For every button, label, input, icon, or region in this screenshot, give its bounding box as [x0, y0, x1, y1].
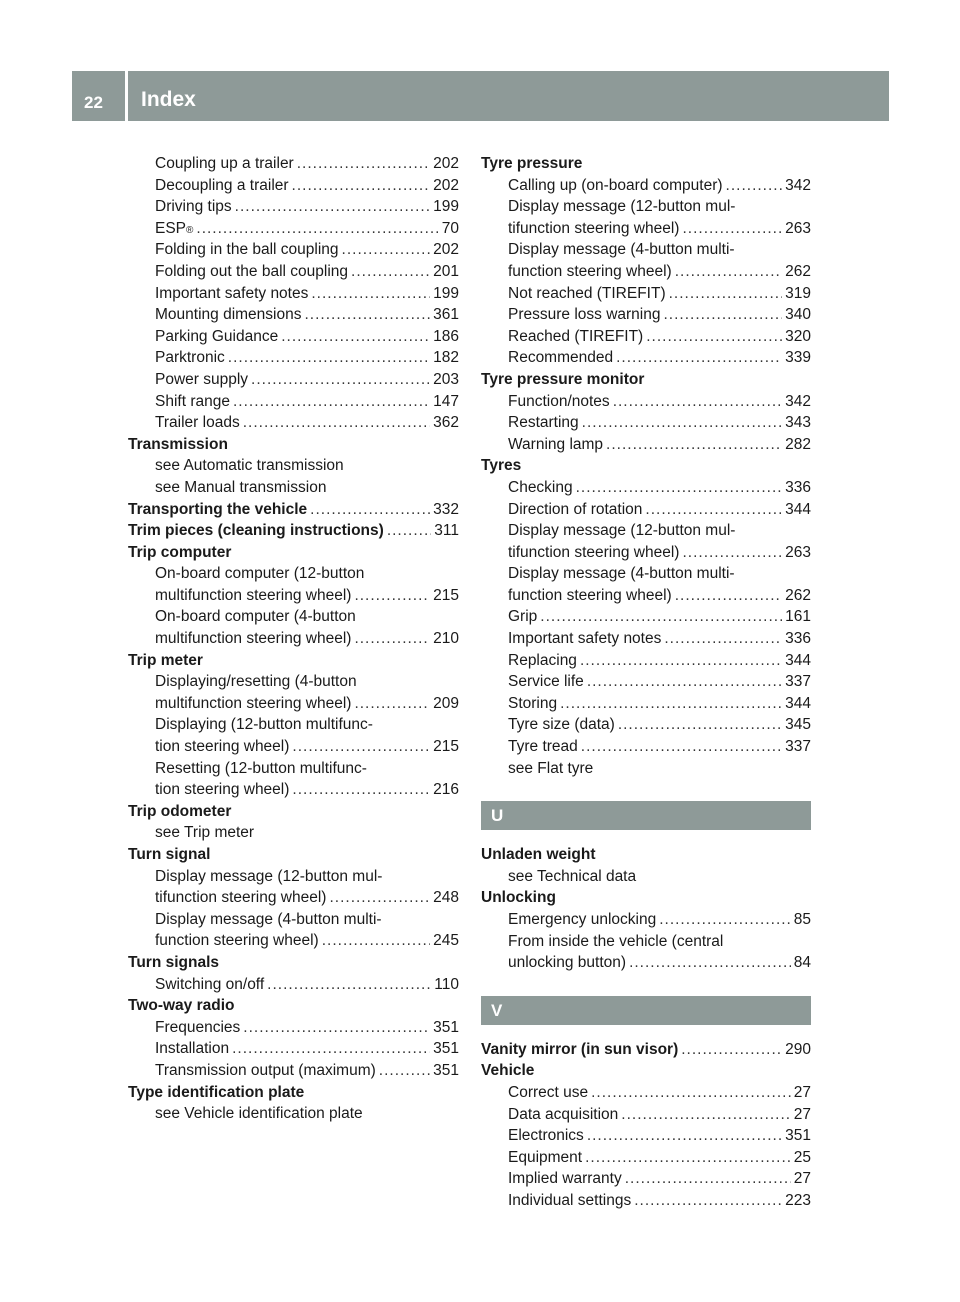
entry-text: Reached (TIREFIT) [508, 327, 644, 345]
dot-leader [196, 218, 438, 240]
page-ref: 209 [433, 694, 459, 712]
index-entry [128, 391, 459, 413]
dot-leader [304, 304, 430, 326]
page-ref: 319 [785, 284, 811, 302]
index-entry [481, 261, 811, 283]
entry-text: multifunction steering wheel) [155, 694, 352, 712]
dot-leader [664, 628, 782, 650]
dot-leader [582, 412, 782, 434]
entry-text: tifunction steering wheel) [508, 543, 680, 561]
entry-text: Frequencies [155, 1018, 241, 1036]
page-ref: 332 [433, 500, 459, 518]
entry-text: Data acquisition [508, 1105, 619, 1123]
page-ref: 202 [433, 176, 459, 194]
page-ref: 263 [785, 219, 811, 237]
dot-leader [354, 585, 430, 607]
index-heading: Type identification plate [128, 1083, 305, 1101]
index-heading: Trip meter [128, 651, 203, 669]
entry-text: Checking [508, 478, 573, 496]
page-ref: 337 [785, 738, 811, 756]
page-ref: 262 [785, 262, 811, 280]
page-ref: 362 [433, 414, 459, 432]
page-ref: 344 [785, 651, 811, 669]
index-entry [481, 542, 811, 564]
entry-text: Power supply [155, 370, 249, 388]
dot-leader [379, 1060, 430, 1082]
entry-text: Storing [508, 694, 558, 712]
index-entry [481, 175, 811, 197]
index-subentry-text: see Manual transmission [155, 478, 327, 496]
index-subentry-text: From inside the vehicle (central [508, 932, 724, 950]
entry-text: Grip [508, 608, 538, 626]
header-divider [125, 71, 128, 121]
entry-text: function steering wheel) [155, 932, 319, 950]
entry-text: Trim pieces (cleaning instructions) [128, 522, 384, 540]
page-ref: 215 [433, 738, 459, 756]
entry-text: Tyre size (data) [508, 716, 615, 734]
entry-text: Emergency unlocking [508, 911, 657, 928]
entry-text: Parktronic [155, 349, 225, 367]
page-ref: 262 [785, 586, 811, 604]
dot-leader [616, 347, 782, 369]
page-number: 22 [84, 93, 103, 112]
page-ref: 161 [785, 608, 811, 626]
page-ref: 337 [785, 673, 811, 691]
dot-leader [675, 261, 782, 283]
index-heading: Trip computer [128, 543, 232, 561]
dot-leader [587, 1125, 782, 1147]
dot-leader [576, 477, 783, 499]
dot-leader [560, 693, 782, 715]
entry-text: Mounting dimensions [155, 306, 302, 324]
entry-text: Shift range [155, 392, 230, 410]
page-ref: 210 [433, 630, 459, 648]
dot-leader [354, 628, 430, 650]
index-heading: Tyres [481, 457, 522, 475]
entry-text: Transporting the vehicle [128, 500, 308, 518]
dot-leader [606, 434, 782, 456]
index-entry [128, 326, 459, 348]
index-entry [128, 412, 459, 434]
index-entry [481, 391, 811, 413]
index-subentry-text: Displaying (12-button multifunc- [155, 716, 373, 734]
entry-text: Electronics [508, 1127, 584, 1145]
dot-leader [292, 175, 431, 197]
index-heading: Turn signal [128, 846, 211, 863]
entry-text: tion steering wheel) [155, 781, 290, 799]
entry-text: unlocking button) [508, 954, 627, 972]
index-entry [128, 261, 459, 283]
page-ref: 216 [433, 781, 459, 799]
index-entry [128, 1060, 459, 1082]
entry-text: Installation [155, 1040, 230, 1058]
entry-text: Pressure loss warning [508, 306, 661, 324]
index-subentry-text: On-board computer (12-button [155, 565, 365, 583]
entry-text: Implied warranty [508, 1170, 622, 1188]
page-ref: 70 [441, 219, 459, 237]
page-ref: 199 [433, 284, 459, 302]
dot-leader [585, 1147, 791, 1169]
page-ref: 202 [433, 155, 459, 172]
dot-leader [663, 304, 782, 326]
dot-leader [726, 175, 783, 197]
dot-leader [613, 391, 782, 413]
entry-text: Trailer loads [155, 414, 240, 432]
index-subentry-text: see Vehicle identification plate [155, 1105, 363, 1123]
index-entry [481, 1147, 811, 1169]
page-ref: 342 [785, 392, 811, 410]
page-ref: 290 [785, 1040, 811, 1058]
entry-text: ESP [155, 219, 187, 237]
dot-leader [228, 347, 430, 369]
page-ref: 282 [785, 435, 811, 453]
index-subentry-text: Display message (4-button multi- [508, 241, 735, 259]
index-column-left [128, 153, 459, 1125]
dot-leader [645, 499, 782, 521]
index-entry: ESP ® ..... 70 [128, 218, 459, 240]
index-entry [481, 1082, 811, 1104]
index-entry [481, 693, 811, 715]
dot-leader [322, 930, 430, 952]
index-entry [481, 585, 811, 607]
dot-leader [233, 391, 430, 413]
index-entry [128, 153, 459, 175]
index-entry [128, 736, 459, 758]
index-entry [481, 909, 811, 931]
page-ref: 344 [785, 694, 811, 712]
entry-text: Folding out the ball coupling [155, 262, 349, 280]
index-entry [481, 218, 811, 240]
index-entry [481, 434, 811, 456]
page-ref: 182 [433, 349, 459, 367]
index-entry [128, 239, 459, 261]
entry-text: function steering wheel) [508, 262, 672, 280]
page-ref: 361 [433, 306, 459, 324]
entry-text: Equipment [508, 1148, 583, 1166]
dot-leader [591, 1082, 791, 1104]
entry-text: Important safety notes [508, 630, 662, 648]
index-entry [481, 671, 811, 693]
index-subentry-text: Display message (12-button mul- [508, 198, 736, 216]
section-letter-bar: V [481, 996, 811, 1025]
index-entry [481, 1190, 811, 1212]
index-entry [128, 930, 459, 952]
page-ref: 245 [433, 932, 459, 950]
entry-text: function steering wheel) [508, 586, 672, 604]
dot-leader [251, 369, 430, 391]
dot-leader [267, 974, 431, 996]
dot-leader [351, 261, 430, 283]
entry-text: Service life [508, 673, 584, 691]
entry-text: Important safety notes [155, 284, 309, 302]
dot-leader [235, 196, 430, 218]
entry-text: Folding in the ball coupling [155, 241, 339, 259]
page-ref: 25 [793, 1148, 811, 1166]
page-ref: 351 [433, 1040, 459, 1058]
dot-leader [621, 1104, 790, 1126]
index-entry [481, 304, 811, 326]
entry-text: Not reached (TIREFIT) [508, 284, 666, 302]
page-ref: 339 [785, 349, 811, 367]
index-entry [481, 477, 811, 499]
entry-text: Warning lamp [508, 435, 604, 453]
entry-text: Replacing [508, 651, 577, 669]
index-subentry-text: see Flat tyre [508, 759, 594, 777]
index-entry [128, 693, 459, 715]
page-ref: 199 [433, 198, 459, 216]
entry-text: multifunction steering wheel) [155, 630, 352, 648]
entry-text: Switching on/off [155, 975, 265, 993]
page-ref: 336 [785, 478, 811, 496]
page-ref: 336 [785, 630, 811, 648]
index-entry [481, 326, 811, 348]
index-entry [128, 369, 459, 391]
index-entry [481, 736, 811, 758]
entry-text: Transmission output (maximum) [155, 1061, 376, 1079]
index-heading: Trip odometer [128, 802, 232, 820]
page-ref: 263 [785, 543, 811, 561]
dot-leader [292, 779, 430, 801]
page-ref: 202 [433, 241, 459, 259]
index-subentry-text: Display message (4-button multi- [155, 910, 382, 928]
index-subentry-text: Displaying/resetting (4-button [155, 673, 357, 691]
index-entry [128, 779, 459, 801]
page-ref: 340 [785, 306, 811, 324]
index-entry [481, 1168, 811, 1190]
index-subentry-text: Display message (12-button mul- [508, 522, 736, 540]
index-entry [481, 952, 811, 974]
index-entry [128, 347, 459, 369]
dot-leader [659, 909, 791, 931]
page-ref: 84 [793, 954, 811, 972]
index-subentry-text: Display message (12-button mul- [155, 867, 383, 885]
dot-leader [625, 1168, 791, 1190]
dot-leader [587, 671, 782, 693]
dot-leader [675, 585, 782, 607]
page-ref: 203 [433, 370, 459, 388]
index-entry [481, 283, 811, 305]
dot-leader [634, 1190, 782, 1212]
index-entry [481, 650, 811, 672]
entry-text: multifunction steering wheel) [155, 586, 352, 604]
entry-text: Vanity mirror (in sun visor) [481, 1040, 679, 1058]
index-entry [128, 1017, 459, 1039]
page-ref: 343 [785, 414, 811, 432]
page-ref: 342 [785, 176, 811, 194]
index-subentry-text: Display message (4-button multi- [508, 565, 735, 583]
entry-text: tifunction steering wheel) [508, 219, 680, 237]
page-ref: 27 [793, 1170, 811, 1188]
dot-leader [669, 283, 783, 305]
entry-text: Parking Guidance [155, 327, 279, 345]
dot-leader [342, 239, 431, 261]
index-heading: Two-way radio [128, 997, 235, 1015]
page-ref: 351 [785, 1127, 811, 1145]
page-title: Index [141, 88, 196, 111]
index-heading: Tyre pressure monitor [481, 370, 645, 388]
index-subentry-text: see Trip meter [155, 824, 255, 842]
page-ref: 351 [433, 1061, 459, 1079]
page-ref: 320 [785, 327, 811, 345]
dot-leader [297, 153, 430, 175]
index-entry [128, 887, 459, 909]
dot-leader [281, 326, 430, 348]
index-entry [128, 628, 459, 650]
index-subentry-text: see Automatic transmission [155, 457, 344, 475]
page-ref: 147 [433, 392, 459, 410]
entry-text: Decoupling a trailer [155, 176, 289, 194]
dot-leader [580, 650, 782, 672]
index-entry [481, 714, 811, 736]
index-entry [481, 1104, 811, 1126]
index-entry [481, 499, 811, 521]
page-ref: 344 [785, 500, 811, 518]
entry-text: tion steering wheel) [155, 738, 290, 756]
dot-leader [681, 1039, 782, 1061]
index-heading: Turn signals [128, 953, 220, 971]
section-letter-bar: U [481, 801, 811, 830]
dot-leader [682, 542, 782, 564]
index-entry [128, 175, 459, 197]
page-ref: 27 [793, 1083, 811, 1101]
page-ref: 85 [793, 911, 811, 928]
index-heading-entry [128, 499, 459, 521]
index-subentry-text: see Technical data [508, 867, 637, 885]
dot-leader [629, 952, 791, 974]
page-ref: 311 [434, 522, 459, 540]
index-heading-entry [128, 520, 459, 542]
index-heading: Vehicle [481, 1062, 535, 1080]
dot-leader [310, 499, 430, 521]
dot-leader [618, 714, 782, 736]
entry-text: Restarting [508, 414, 579, 432]
dot-leader [354, 693, 430, 715]
index-heading-entry [481, 1039, 811, 1061]
page-ref: 215 [433, 586, 459, 604]
index-subentry-text: Resetting (12-button multifunc- [155, 759, 367, 777]
page-ref: 186 [433, 327, 459, 345]
index-entry [128, 585, 459, 607]
page-ref: 248 [433, 889, 459, 907]
index-entry [481, 1125, 811, 1147]
entry-text: Driving tips [155, 198, 232, 216]
index-entry [128, 304, 459, 326]
index-heading: Unlocking [481, 889, 556, 907]
index-entry [481, 628, 811, 650]
dot-leader [581, 736, 782, 758]
page-ref: 345 [785, 716, 811, 734]
dot-leader [311, 283, 430, 305]
index-heading: Unladen weight [481, 846, 596, 864]
index-entry [481, 347, 811, 369]
dot-leader [329, 887, 430, 909]
index-column-right [481, 153, 811, 1212]
entry-text: Direction of rotation [508, 500, 643, 518]
page-ref: 110 [434, 975, 459, 993]
entry-text: Individual settings [508, 1191, 632, 1209]
entry-text: Correct use [508, 1083, 589, 1101]
index-heading: Transmission [128, 435, 228, 453]
entry-text: Calling up (on-board computer) [508, 176, 723, 194]
index-entry [128, 196, 459, 218]
dot-leader [232, 1038, 430, 1060]
page-ref: 351 [433, 1018, 459, 1036]
dot-leader [387, 520, 431, 542]
index-entry [481, 606, 811, 628]
index-subentry-text: On-board computer (4-button [155, 608, 356, 626]
page-ref: 223 [785, 1191, 811, 1209]
dot-leader [243, 1017, 430, 1039]
entry-text: Function/notes [508, 392, 610, 410]
index-entry [128, 283, 459, 305]
dot-leader [646, 326, 782, 348]
index-heading: Tyre pressure [481, 155, 583, 172]
entry-text: Coupling up a trailer [155, 155, 294, 172]
dot-leader [243, 412, 430, 434]
dot-leader [292, 736, 430, 758]
entry-text: Recommended [508, 349, 614, 367]
index-entry [128, 1038, 459, 1060]
index-entry [481, 412, 811, 434]
index-entry [128, 974, 459, 996]
page-ref: 201 [433, 262, 459, 280]
entry-text: Tyre tread [508, 738, 578, 756]
dot-leader [540, 606, 782, 628]
page-ref: 27 [793, 1105, 811, 1123]
dot-leader [682, 218, 782, 240]
entry-text: tifunction steering wheel) [155, 889, 327, 907]
